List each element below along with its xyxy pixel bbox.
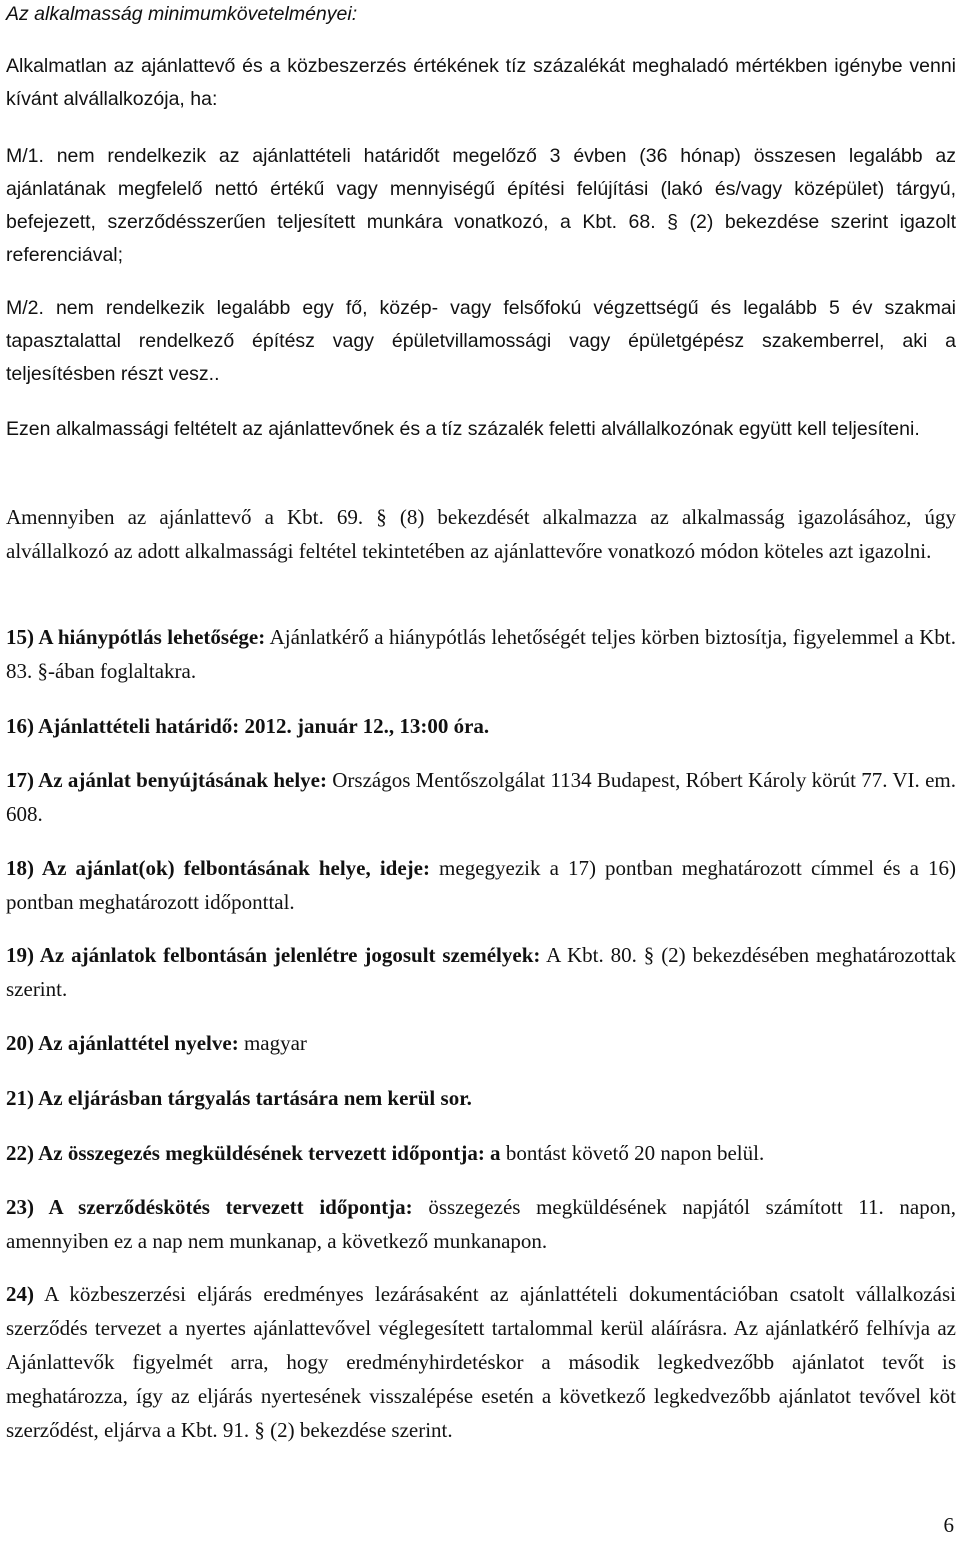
section-16-label: 16) Ajánlattételi határidő: 2012. január 12., 13:00 óra. — [6, 714, 490, 738]
section-23-text: összegezés megküldésének napjától számított 11. napon, amennyiben ez a nap nem munkanap, a következő munkanapon. — [6, 1195, 956, 1253]
section-23 — [6, 1190, 956, 1258]
section-18 — [6, 851, 956, 919]
section-17-text: Országos Mentőszolgálat 1134 Budapest, Róbert Károly körút 77. VI. em. 608. — [6, 768, 956, 826]
paragraph-intro: Alkalmatlan az ajánlattevő és a közbeszerzés értékének tíz százalékát meghaladó mértékben igénybe venni kívánt alvállalkozója, ha: — [6, 55, 956, 110]
section-17 — [6, 763, 956, 831]
section-24 — [6, 1277, 956, 1447]
paragraph-amennyiben: Amennyiben az ajánlattevő a Kbt. 69. § (8) bekezdését alkalmazza az alkalmasság igazolásához, úgy alvállalkozó az adott alkalmassági feltétel tekintetében az ajánlattevőre vonatkozó módon köteles azt igazolni. — [6, 505, 956, 563]
section-20-text: magyar — [238, 1031, 307, 1055]
section-15-text: Ajánlatkérő a hiánypótlás lehetőségét teljes körben biztosítja, figyelemmel a Kbt. 83. §-ában foglaltakra. — [6, 625, 956, 683]
section-24-text: A közbeszerzési eljárás eredményes lezárásaként az ajánlattételi dokumentációban csatolt vállalkozási szerződés tervezet a nyertes ajánlattevővel véglegesített tartalommal kerül aláírásra. Az ajánlatkérő felhívja az Ajánlattevők figyelmét arra, hogy eredményhirdetéskor a második legkedvezőbb ajánlatot tevőt is meghatározza, így az eljárás nyertesének visszalépése esetén a következő legkedvezőbb ajánlatot tevővel köt szerződést, eljárva a Kbt. 91. § (2) bekezdése szerint. — [6, 1282, 956, 1442]
section-21-label: 21) Az eljárásban tárgyalás tartására nem kerül sor. — [6, 1086, 472, 1110]
section-15-label: 15) A hiánypótlás lehetősége: — [6, 625, 266, 649]
section-19-label: 19) Az ajánlatok felbontásán jelenlétre jogosult személyek: — [6, 943, 541, 967]
section-20 — [6, 1026, 956, 1060]
section-20-label: 20) Az ajánlattétel nyelve: — [6, 1031, 239, 1055]
section-18-text: megegyezik a 17) pontban meghatározott címmel és a 16) pontban meghatározott időponttal. — [6, 856, 956, 914]
section-18-label: 18) Az ajánlat(ok) felbontásának helye, ideje: — [6, 856, 430, 880]
section-24-label: 24) — [6, 1282, 34, 1306]
paragraph-m1: M/1. nem rendelkezik az ajánlattételi határidőt megelőző 3 évben (36 hónap) összesen legalább az ajánlatának megfelelő nettó értékű vagy mennyiségű építési felújítási (lakó és/vagy középület) tárgyú, befejezett, szerződésszerűen teljesített munkára vonatkozó, a Kbt. 68. § (2) bekezdése szerint igazolt referenciával; — [6, 145, 956, 266]
section-16 — [6, 709, 956, 743]
section-19 — [6, 938, 956, 1006]
page-number: 6 — [943, 1513, 954, 1537]
section-22-label: 22) Az összegezés megküldésének tervezett időpontja: a — [6, 1141, 501, 1165]
section-19-text: A Kbt. 80. § (2) bekezdésében meghatározottak szerint. — [6, 943, 956, 1001]
paragraph-m2: M/2. nem rendelkezik legalább egy fő, közép- vagy felsőfokú végzettségű és legalább 5 év szakmai tapasztalattal rendelkező építész vagy épületvillamossági vagy épületgépész szakemberrel, aki a teljesítésben részt vesz.. — [6, 297, 956, 385]
paragraph-ezen: Ezen alkalmassági feltételt az ajánlattevőnek és a tíz százalék feletti alvállalkozónak együtt kell teljesíteni. — [6, 418, 920, 440]
section-21 — [6, 1081, 956, 1115]
section-22 — [6, 1136, 956, 1170]
section-23-label: 23) A szerződéskötés tervezett időpontja: — [6, 1195, 413, 1219]
section-15 — [6, 620, 956, 688]
section-22-text: bontást követő 20 napon belül. — [500, 1141, 765, 1165]
section-17-label: 17) Az ajánlat benyújtásának helye: — [6, 768, 327, 792]
section-heading: Az alkalmasság minimumkövetelményei: — [6, 3, 358, 25]
